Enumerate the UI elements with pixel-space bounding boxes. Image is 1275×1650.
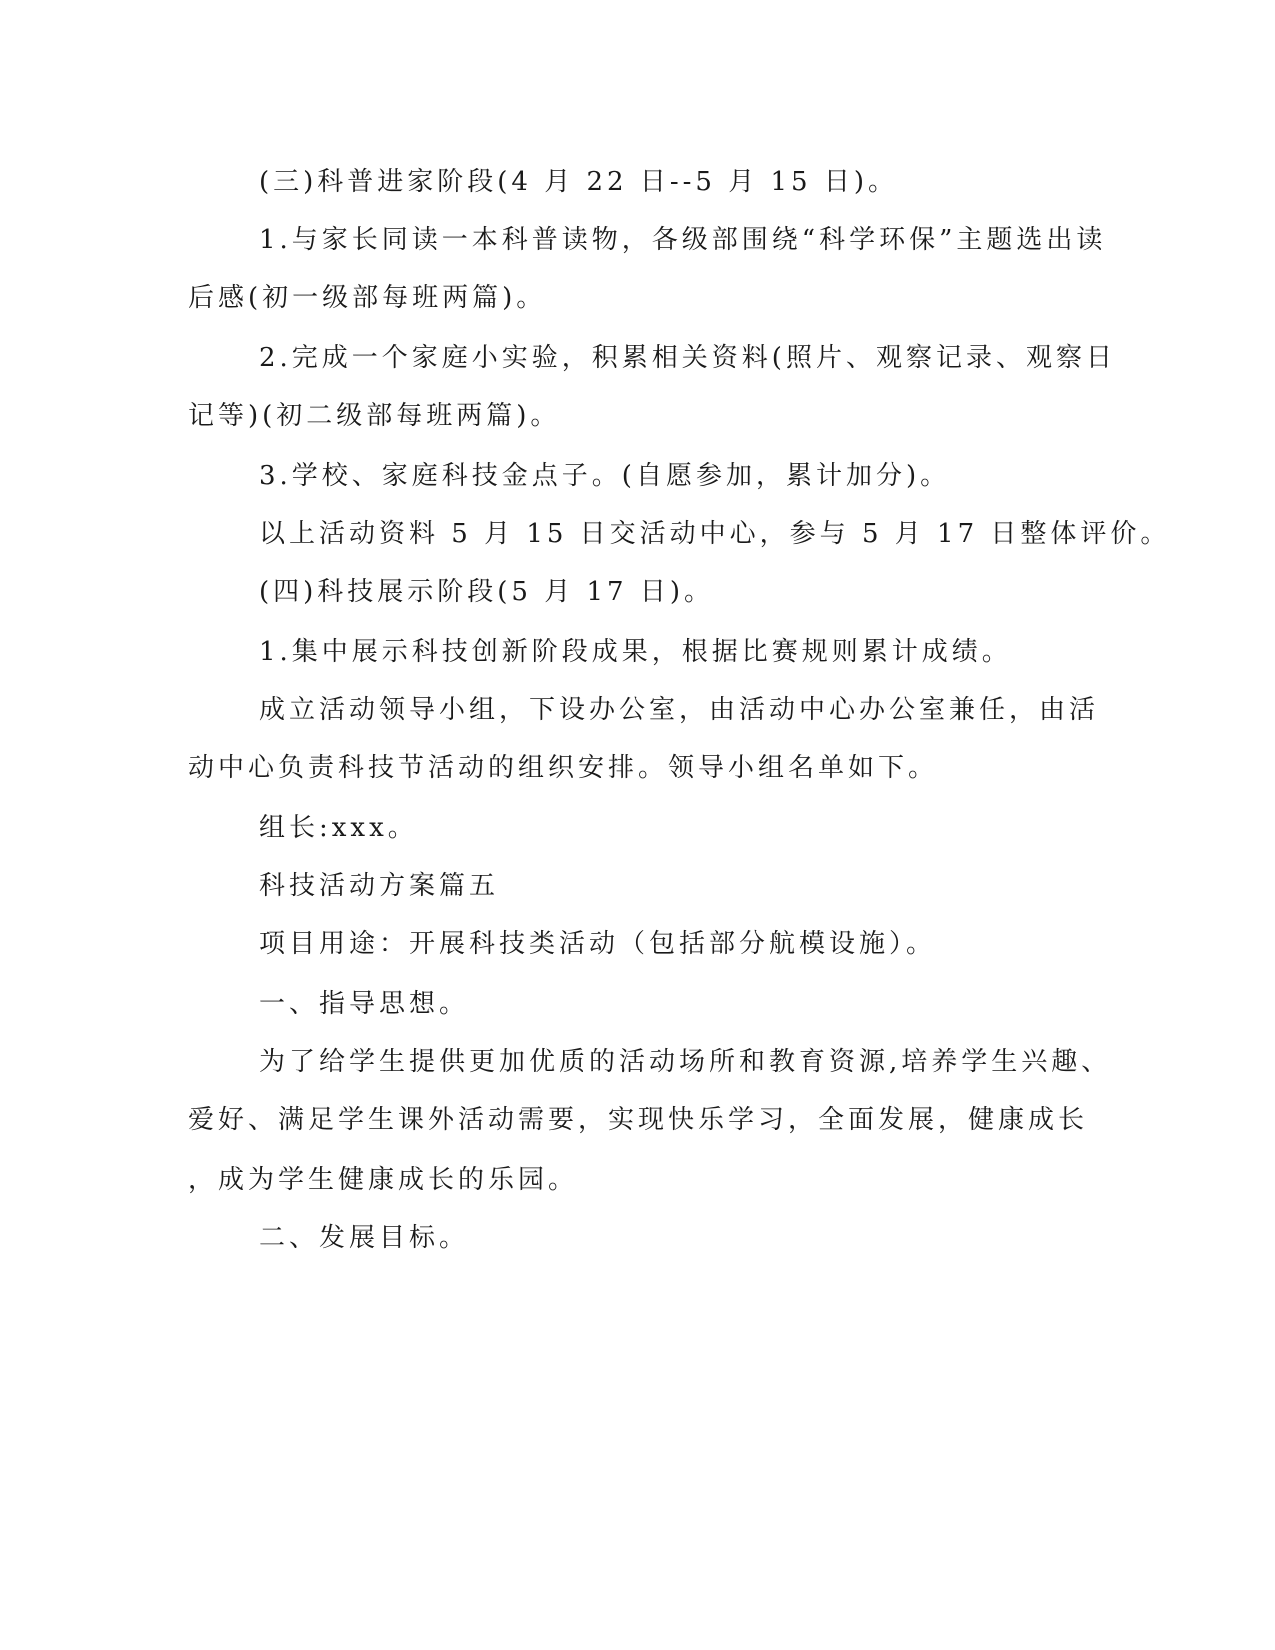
section-heading-4: (四)科技展示阶段(5 月 17 日)。 <box>259 577 714 607</box>
paragraph-line: 以上活动资料 5 月 15 日交活动中心，参与 5 月 17 日整体评价。 <box>259 519 1171 549</box>
paragraph-line: 组长:xxx。 <box>259 813 418 843</box>
paragraph-line: 动中心负责科技节活动的组织安排。领导小组名单如下。 <box>188 753 939 783</box>
section-heading-goals: 二、发展目标。 <box>259 1223 470 1253</box>
paragraph-line: 1.与家长同读一本科普读物，各级部围绕“科学环保”主题选出读 <box>259 225 1107 255</box>
paragraph-line: 后感(初一级部每班两篇)。 <box>188 283 547 313</box>
paragraph-line: 记等)(初二级部每班两篇)。 <box>188 401 561 431</box>
paragraph-line: 成立活动领导小组，下设办公室，由活动中心办公室兼任，由活 <box>259 695 1100 725</box>
paragraph-line: 为了给学生提供更加优质的活动场所和教育资源,培养学生兴趣、 <box>259 1047 1112 1077</box>
paragraph-line: 爱好、满足学生课外活动需要，实现快乐学习，全面发展，健康成长 <box>188 1105 1089 1135</box>
paragraph-line: 3.学校、家庭科技金点子。(自愿参加，累计加分)。 <box>259 461 951 491</box>
paragraph-line: 1.集中展示科技创新阶段成果，根据比赛规则累计成绩。 <box>259 637 1012 667</box>
paragraph-line: 2.完成一个家庭小实验，积累相关资料(照片、观察记录、观察日 <box>259 343 1116 373</box>
paragraph-line: ，成为学生健康成长的乐园。 <box>188 1165 579 1195</box>
article-title: 科技活动方案篇五 <box>259 871 500 901</box>
section-heading-3: (三)科普进家阶段(4 月 22 日--5 月 15 日)。 <box>259 167 898 197</box>
paragraph-line: 项目用途：开展科技类活动（包括部分航模设施）。 <box>259 929 937 959</box>
section-heading-guiding-thought: 一、指导思想。 <box>259 989 470 1019</box>
